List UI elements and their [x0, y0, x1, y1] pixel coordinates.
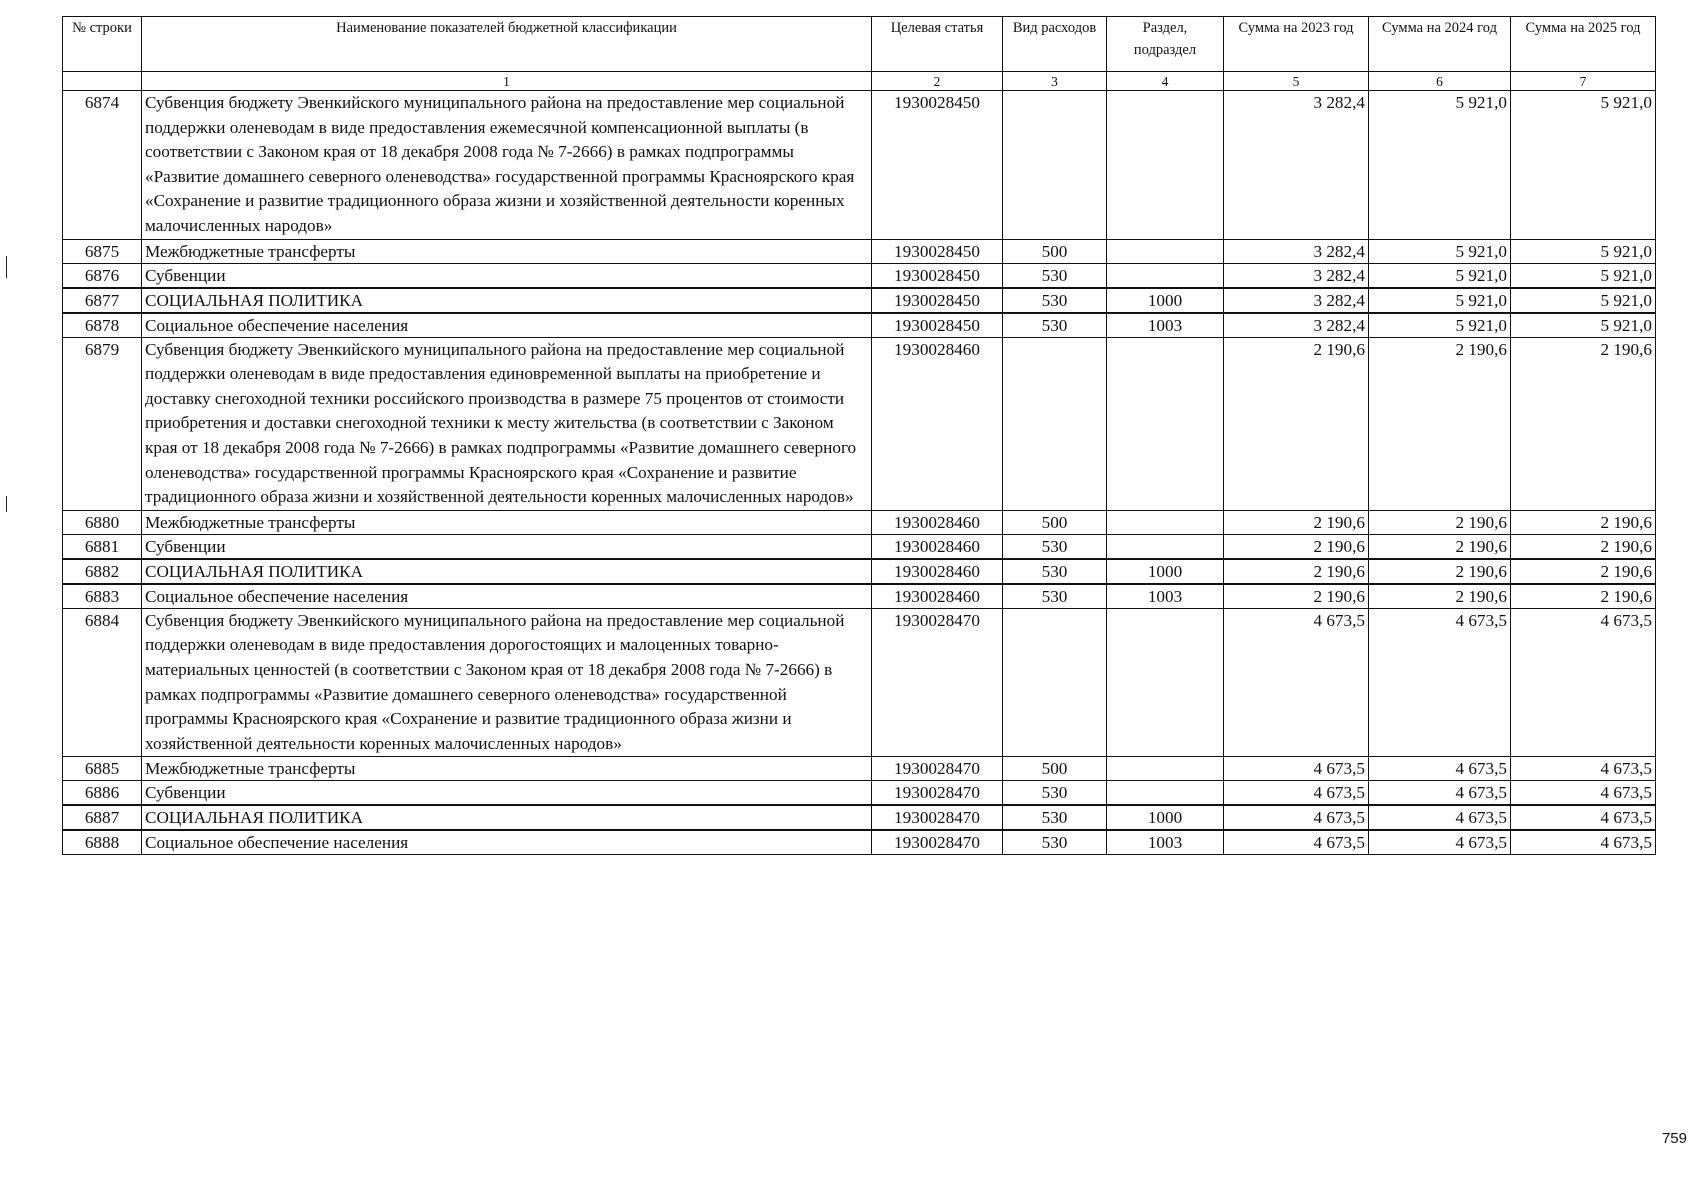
row-number: 6887 — [63, 805, 142, 830]
sum-2023: 4 673,5 — [1224, 830, 1369, 855]
table-row — [63, 91, 1656, 240]
table-row — [63, 510, 1656, 534]
sum-2023: 4 673,5 — [1224, 608, 1369, 757]
row-number: 6885 — [63, 757, 142, 781]
section-code: 1000 — [1107, 805, 1224, 830]
row-name: Субвенция бюджету Эвенкийского муниципального района на предоставление мер социальной поддержки оленеводам в виде предоставления ежемесячной компенсационной выплаты (в соответствии с Законом края от 18 декабря 2008 года № 7-2666) в рамках подпрограммы «Развитие домашнего северного оленеводства» государственной программы Красноярского края «Сохранение и развитие традиционного образа жизни и хозяйственной деятельности коренных малочисленных народов» — [142, 91, 872, 240]
column-number: 4 — [1107, 72, 1224, 91]
row-number: 6879 — [63, 337, 142, 510]
sum-2024: 2 190,6 — [1369, 534, 1511, 559]
section-code — [1107, 239, 1224, 263]
target-article: 1930028460 — [872, 510, 1003, 534]
page-number: 759 — [1661, 1130, 1687, 1147]
row-name: Межбюджетные трансферты — [142, 239, 872, 263]
header-row-no: № строки — [63, 17, 142, 72]
target-article: 1930028460 — [872, 559, 1003, 584]
sum-2024: 2 190,6 — [1369, 337, 1511, 510]
sum-2023: 2 190,6 — [1224, 534, 1369, 559]
target-article: 1930028460 — [872, 337, 1003, 510]
sum-2024: 2 190,6 — [1369, 559, 1511, 584]
expense-type: 500 — [1003, 239, 1107, 263]
section-code: 1000 — [1107, 288, 1224, 313]
table-row — [63, 830, 1656, 855]
sum-2023: 4 673,5 — [1224, 757, 1369, 781]
row-name: Межбюджетные трансферты — [142, 757, 872, 781]
expense-type: 500 — [1003, 510, 1107, 534]
target-article: 1930028470 — [872, 805, 1003, 830]
sum-2024: 2 190,6 — [1369, 510, 1511, 534]
row-name: Социальное обеспечение населения — [142, 830, 872, 855]
expense-type — [1003, 608, 1107, 757]
sum-2025: 4 673,5 — [1511, 830, 1656, 855]
row-name: Субвенции — [142, 781, 872, 806]
table-row — [63, 239, 1656, 263]
row-name: Субвенция бюджету Эвенкийского муниципального района на предоставление мер социальной поддержки оленеводам в виде предоставления единовременной выплаты на приобретение и доставку снегоходной техники российского производства в размере 75 процентов от стоимости приобретения и доставки снегоходной техники к месту жительства (в соответствии с Законом края от 18 декабря 2008 года № 7-2666) в рамках подпрограммы «Развитие домашнего северного оленеводства» государственной программы Красноярского края «Сохранение и развитие традиционного образа жизни и хозяйственной деятельности коренных малочисленных народов» — [142, 337, 872, 510]
expense-type: 530 — [1003, 534, 1107, 559]
expense-type — [1003, 337, 1107, 510]
sum-2024: 4 673,5 — [1369, 757, 1511, 781]
sum-2024: 5 921,0 — [1369, 288, 1511, 313]
sum-2023: 2 190,6 — [1224, 584, 1369, 609]
table-row — [63, 534, 1656, 559]
sum-2024: 5 921,0 — [1369, 313, 1511, 338]
budget-table — [62, 16, 1656, 855]
sum-2023: 4 673,5 — [1224, 781, 1369, 806]
sum-2025: 5 921,0 — [1511, 263, 1656, 288]
sum-2025: 5 921,0 — [1511, 239, 1656, 263]
row-name: СОЦИАЛЬНАЯ ПОЛИТИКА — [142, 559, 872, 584]
column-number — [63, 72, 142, 91]
expense-type — [1003, 91, 1107, 240]
sum-2025: 4 673,5 — [1511, 805, 1656, 830]
expense-type: 500 — [1003, 757, 1107, 781]
target-article: 1930028470 — [872, 781, 1003, 806]
sum-2024: 5 921,0 — [1369, 263, 1511, 288]
section-code — [1107, 337, 1224, 510]
section-code — [1107, 534, 1224, 559]
table-row — [63, 263, 1656, 288]
section-code — [1107, 263, 1224, 288]
sum-2024: 4 673,5 — [1369, 608, 1511, 757]
row-number: 6886 — [63, 781, 142, 806]
section-code: 1003 — [1107, 313, 1224, 338]
section-code — [1107, 91, 1224, 240]
target-article: 1930028470 — [872, 608, 1003, 757]
table-row — [63, 805, 1656, 830]
header-target: Целевая статья — [872, 17, 1003, 72]
header-name: Наименование показателей бюджетной классификации — [142, 17, 872, 72]
row-number: 6884 — [63, 608, 142, 757]
target-article: 1930028450 — [872, 288, 1003, 313]
sum-2025: 2 190,6 — [1511, 337, 1656, 510]
section-code — [1107, 757, 1224, 781]
table-row — [63, 559, 1656, 584]
table-header-row — [63, 17, 1656, 72]
section-code: 1000 — [1107, 559, 1224, 584]
sum-2023: 3 282,4 — [1224, 239, 1369, 263]
column-number-row — [63, 72, 1656, 91]
column-number: 2 — [872, 72, 1003, 91]
sum-2025: 2 190,6 — [1511, 559, 1656, 584]
sum-2024: 5 921,0 — [1369, 239, 1511, 263]
row-name: СОЦИАЛЬНАЯ ПОЛИТИКА — [142, 805, 872, 830]
sum-2024: 5 921,0 — [1369, 91, 1511, 240]
target-article: 1930028450 — [872, 313, 1003, 338]
row-name: Социальное обеспечение населения — [142, 313, 872, 338]
header-expense-type: Вид расходов — [1003, 17, 1107, 72]
row-number: 6878 — [63, 313, 142, 338]
sum-2024: 4 673,5 — [1369, 781, 1511, 806]
header-sum-2024: Сумма на 2024 год — [1369, 17, 1511, 72]
sum-2025: 2 190,6 — [1511, 584, 1656, 609]
header-sum-2023: Сумма на 2023 год — [1224, 17, 1369, 72]
section-code — [1107, 781, 1224, 806]
row-name: Межбюджетные трансферты — [142, 510, 872, 534]
sum-2025: 5 921,0 — [1511, 288, 1656, 313]
table-row — [63, 584, 1656, 609]
sum-2024: 4 673,5 — [1369, 805, 1511, 830]
expense-type: 530 — [1003, 584, 1107, 609]
row-name: Субвенции — [142, 263, 872, 288]
sum-2023: 3 282,4 — [1224, 91, 1369, 240]
expense-type: 530 — [1003, 288, 1107, 313]
row-number: 6877 — [63, 288, 142, 313]
sum-2025: 4 673,5 — [1511, 781, 1656, 806]
column-number: 5 — [1224, 72, 1369, 91]
table-row — [63, 288, 1656, 313]
sum-2025: 2 190,6 — [1511, 534, 1656, 559]
expense-type: 530 — [1003, 805, 1107, 830]
section-code — [1107, 608, 1224, 757]
expense-type: 530 — [1003, 830, 1107, 855]
expense-type: 530 — [1003, 313, 1107, 338]
row-number: 6880 — [63, 510, 142, 534]
sum-2024: 2 190,6 — [1369, 584, 1511, 609]
sum-2023: 2 190,6 — [1224, 559, 1369, 584]
target-article: 1930028460 — [872, 584, 1003, 609]
row-name: Субвенции — [142, 534, 872, 559]
sum-2025: 5 921,0 — [1511, 313, 1656, 338]
sum-2025: 5 921,0 — [1511, 91, 1656, 240]
target-article: 1930028450 — [872, 91, 1003, 240]
row-number: 6875 — [63, 239, 142, 263]
column-number: 1 — [142, 72, 872, 91]
target-article: 1930028450 — [872, 263, 1003, 288]
row-number: 6874 — [63, 91, 142, 240]
sum-2023: 3 282,4 — [1224, 263, 1369, 288]
sum-2023: 3 282,4 — [1224, 288, 1369, 313]
column-number: 3 — [1003, 72, 1107, 91]
margin-mark — [6, 256, 7, 278]
sum-2023: 4 673,5 — [1224, 805, 1369, 830]
row-number: 6881 — [63, 534, 142, 559]
section-code — [1107, 510, 1224, 534]
sum-2023: 2 190,6 — [1224, 510, 1369, 534]
target-article: 1930028450 — [872, 239, 1003, 263]
section-code: 1003 — [1107, 830, 1224, 855]
target-article: 1930028470 — [872, 757, 1003, 781]
margin-mark — [6, 496, 7, 512]
row-number: 6876 — [63, 263, 142, 288]
row-number: 6888 — [63, 830, 142, 855]
expense-type: 530 — [1003, 263, 1107, 288]
row-name: СОЦИАЛЬНАЯ ПОЛИТИКА — [142, 288, 872, 313]
sum-2024: 4 673,5 — [1369, 830, 1511, 855]
sum-2023: 3 282,4 — [1224, 313, 1369, 338]
row-name: Субвенция бюджету Эвенкийского муниципального района на предоставление мер социальной поддержки оленеводам в виде предоставления дорогостоящих и малоценных товарно-материальных ценностей (в соответствии с Законом края от 18 декабря 2008 года № 7-2666) в рамках подпрограммы «Развитие домашнего северного оленеводства» государственной программы Красноярского края «Сохранение и развитие традиционного образа жизни и хозяйственной деятельности коренных малочисленных народов» — [142, 608, 872, 757]
sum-2025: 2 190,6 — [1511, 510, 1656, 534]
header-sum-2025: Сумма на 2025 год — [1511, 17, 1656, 72]
expense-type: 530 — [1003, 781, 1107, 806]
row-number: 6883 — [63, 584, 142, 609]
column-number: 6 — [1369, 72, 1511, 91]
table-row — [63, 757, 1656, 781]
table-row — [63, 313, 1656, 338]
sum-2025: 4 673,5 — [1511, 757, 1656, 781]
section-code: 1003 — [1107, 584, 1224, 609]
row-number: 6882 — [63, 559, 142, 584]
expense-type: 530 — [1003, 559, 1107, 584]
table-row — [63, 608, 1656, 757]
target-article: 1930028470 — [872, 830, 1003, 855]
sum-2023: 2 190,6 — [1224, 337, 1369, 510]
table-row — [63, 337, 1656, 510]
row-name: Социальное обеспечение населения — [142, 584, 872, 609]
sum-2025: 4 673,5 — [1511, 608, 1656, 757]
target-article: 1930028460 — [872, 534, 1003, 559]
table-row — [63, 781, 1656, 806]
header-section: Раздел, подраздел — [1107, 17, 1224, 72]
column-number: 7 — [1511, 72, 1656, 91]
